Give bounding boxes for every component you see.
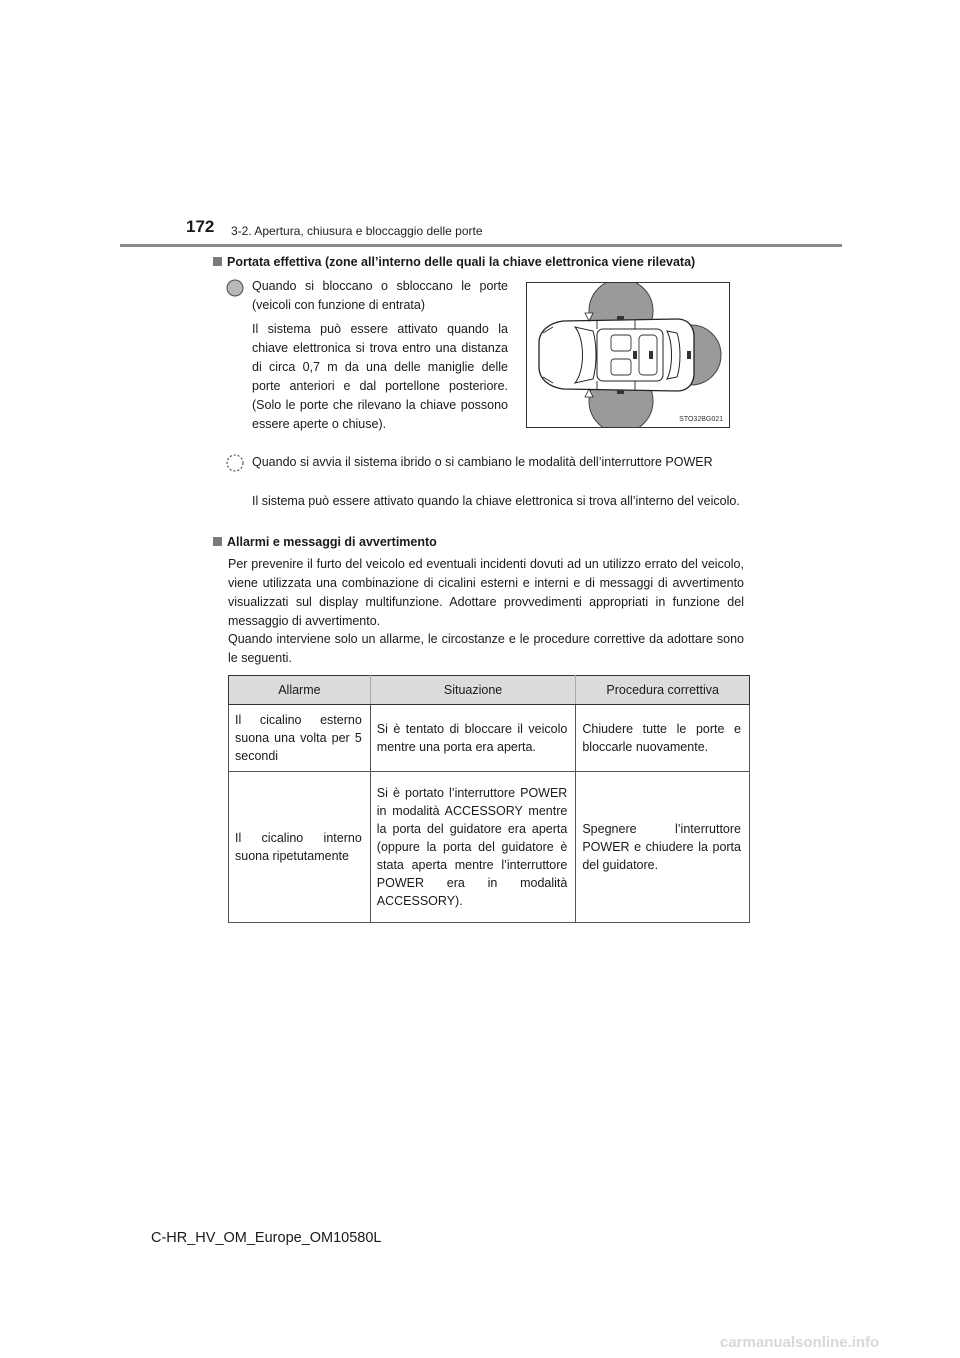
table-row — [229, 772, 750, 923]
item1-text: Il sistema può essere attivato quando la chiave elettronica si trova entro una distanza di circa 0,7 m da una delle maniglie delle porte anteriori e dal portellone posteriore. (Solo le porte che rilevano la chiave possono essere aperte o chiuse). — [252, 322, 508, 431]
square-bullet-icon — [213, 537, 222, 546]
item1-title: Quando si bloccano o sbloccano le porte (veicoli con funzione di entrata) — [252, 279, 508, 312]
section-heading-range-text: Portata effettiva (zone all’interno delle quali la chiave elettronica viene rilevata) — [227, 255, 696, 269]
section-heading-alarms — [213, 535, 437, 549]
table-cell-procedure: Spegnere l’interruttore POWER e chiudere la porta del guidatore. — [576, 772, 750, 923]
key-detection-range-figure — [526, 282, 730, 428]
table-row — [229, 705, 750, 772]
header-alarm: Allarme — [229, 676, 371, 705]
alarm-table — [228, 675, 750, 923]
section-heading-range — [213, 255, 695, 269]
header-situation: Situazione — [370, 676, 576, 705]
table-cell-alarm: Il cicalino esterno suona una volta per 5 secondi — [229, 705, 371, 772]
table-cell-procedure: Chiudere tutte le porte e bloccarle nuovamente. — [576, 705, 750, 772]
header-procedure: Procedura correttiva — [576, 676, 750, 705]
table-cell-alarm: Il cicalino interno suona ripetutamente — [229, 772, 371, 923]
page-number: 172 — [186, 217, 215, 236]
alarms-paragraph-2: Quando interviene solo un allarme, le circostanze e le procedure correttive da adottare sono le seguenti. — [228, 632, 744, 665]
table-cell-situation: Si è portato l’interruttore POWER in modalità ACCESSORY mentre la porta del guidatore era aperta (oppure la porta del guidatore è stata aperta mentre l’interruttore POWER era in modalità ACCESSORY). — [370, 772, 576, 923]
alarms-paragraph-1: Per prevenire il furto del veicolo ed eventuali incidenti dovuti ad un utilizzo errato del veicolo, viene utilizzata una combinazione di cicalini esterni e interni e di messaggi di avvertimento visualizzati sul display multifunzione. Adottare provvedimenti appropriati in funzione del messaggio di avvertimento. — [228, 557, 744, 628]
table-cell-situation: Si è tentato di bloccare il veicolo mentre una porta era aperta. — [370, 705, 576, 772]
document-code: C-HR_HV_OM_Europe_OM10580L — [151, 1230, 382, 1246]
table-header-row — [229, 676, 750, 705]
section-heading-alarms-text: Allarmi e messaggi di avvertimento — [227, 535, 437, 549]
solid-circle-bullet-icon — [226, 279, 244, 297]
item2-title: Quando si avvia il sistema ibrido o si cambiano le modalità dell’interruttore POWER — [252, 455, 713, 469]
watermark: carmanualsonline.info — [720, 1334, 880, 1351]
figure-code: STO32BG021 — [679, 416, 723, 423]
item2-text: Il sistema può essere attivato quando la chiave elettronica si trova all’interno del veicolo. — [252, 494, 740, 508]
dashed-circle-bullet-icon — [226, 454, 244, 472]
header-rule — [120, 244, 842, 247]
section-title: 3-2. Apertura, chiusura e bloccaggio delle porte — [231, 224, 483, 238]
car-top-view-illustration — [527, 283, 729, 427]
square-bullet-icon — [213, 257, 222, 266]
